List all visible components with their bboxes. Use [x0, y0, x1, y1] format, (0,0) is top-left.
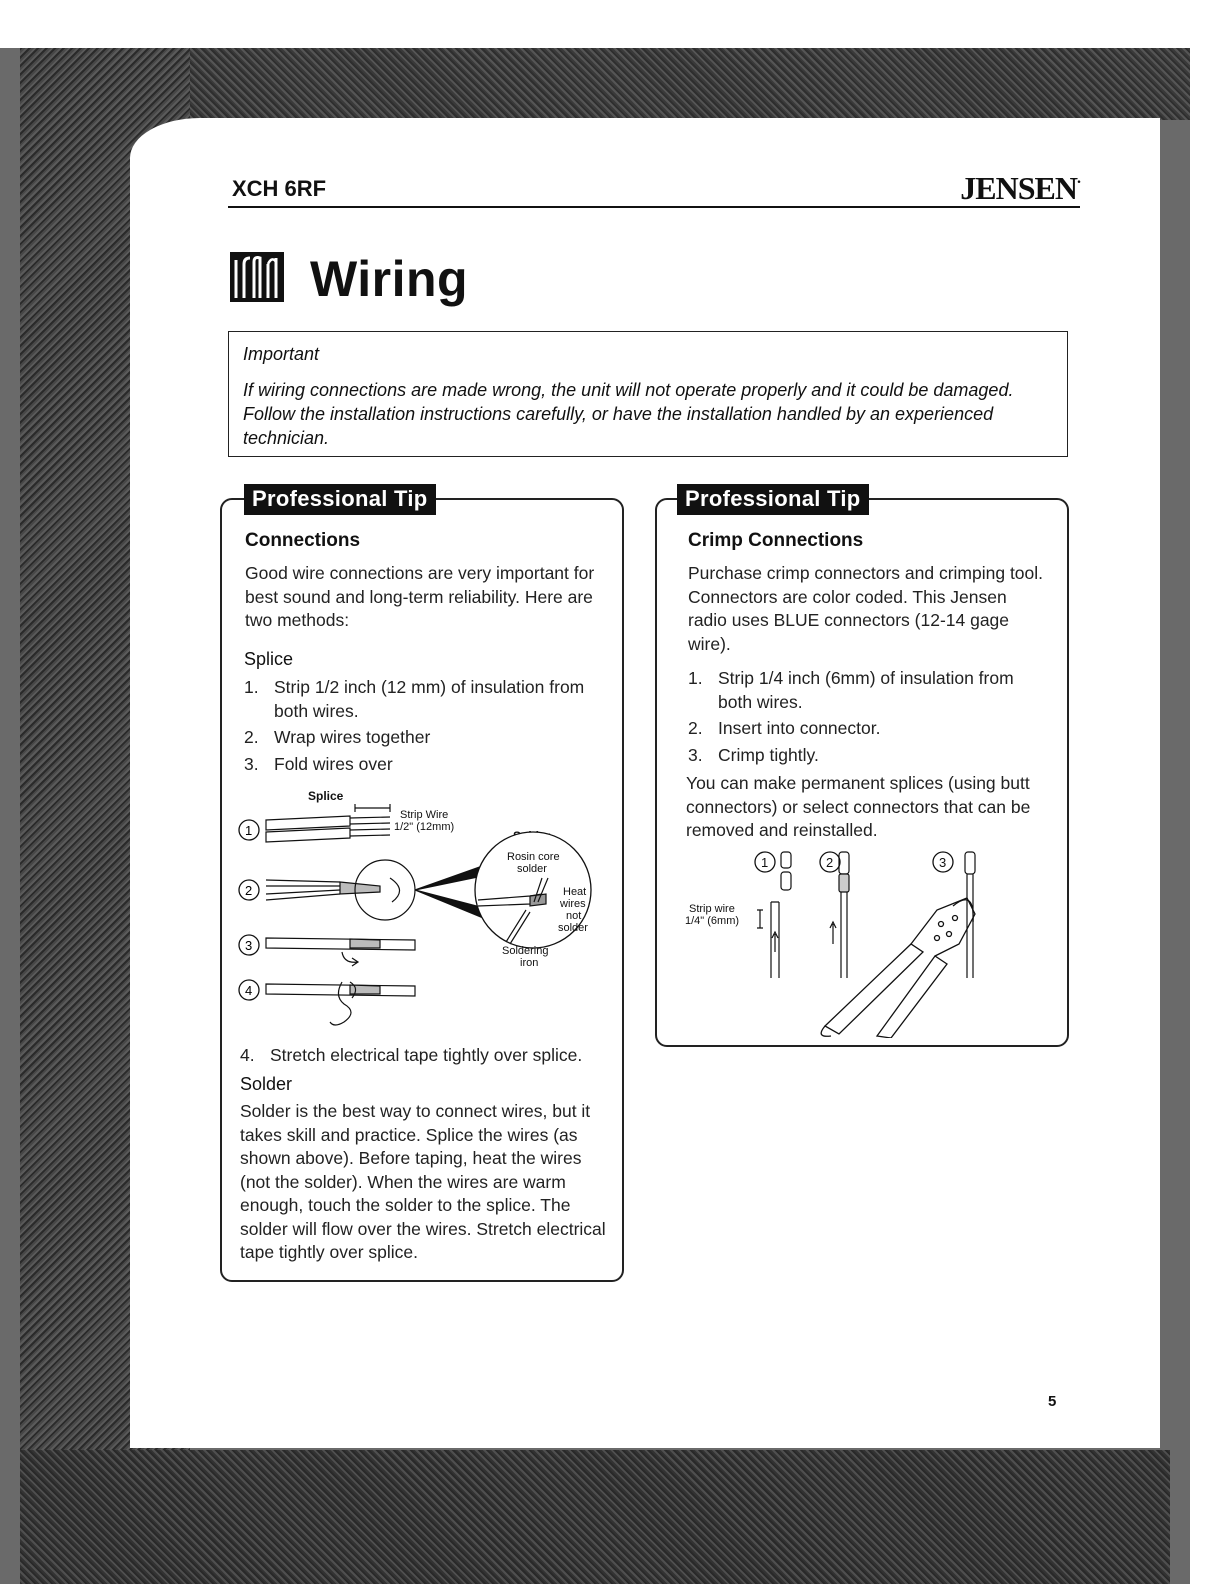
- tip-label: Professional Tip: [244, 484, 436, 515]
- solder-body: Solder is the best way to connect wires, but it takes skill and practice. Splice the wires (as shown above). Before taping, heat the wires (not the solder). When the wires are warm enough, touch the solder to the splice. The solder will flow over the wires. Stretch electrical tape tightly over splice.: [240, 1101, 606, 1262]
- crimp-diagram: [675, 848, 1005, 1038]
- step-number: 2.: [688, 718, 703, 738]
- step-number: 3.: [688, 744, 703, 765]
- step-number: 2.: [244, 727, 259, 747]
- crimping-tool-illustration: [821, 898, 975, 1038]
- list-item: [688, 667, 1048, 714]
- professional-tip-crimp: [655, 486, 1069, 1047]
- connector-illustration: [757, 852, 975, 978]
- connections-intro: Good wire connections are very important for best sound and long-term reliability. Here are two methods:: [245, 563, 595, 630]
- splice-heading: Splice: [244, 649, 294, 669]
- crimp-step-marker-3-text: 3: [939, 855, 947, 870]
- header-rule: [228, 206, 1080, 208]
- step-number: 4.: [240, 1045, 255, 1065]
- diagram-strip-size: 1/2" (12mm): [394, 821, 455, 833]
- step-number: 3.: [244, 753, 259, 774]
- page-number: 5: [1048, 1393, 1057, 1410]
- rosin-label-2: solder: [517, 863, 547, 875]
- list-item: [244, 726, 609, 750]
- step-number: 1.: [244, 677, 259, 697]
- brand-mark: .: [1077, 170, 1080, 187]
- page-title: Wiring: [310, 251, 469, 307]
- list-item: [688, 717, 1048, 741]
- scanner-shadow-top: [20, 48, 1190, 120]
- step-marker-3-text: 3: [245, 938, 253, 953]
- heat-label: Heat: [563, 886, 587, 898]
- important-notice: [228, 331, 1068, 457]
- list-item: [240, 1044, 610, 1068]
- wire-stripped-illustration: [266, 804, 390, 842]
- tip-label: Professional Tip: [677, 484, 869, 515]
- step-text: Strip 1/2 inch (12 mm) of insulation from both wires.: [274, 677, 585, 721]
- splice-step-4: [240, 1044, 610, 1071]
- scanner-margin-right: [1190, 48, 1224, 1584]
- step-text: Fold wires over: [274, 753, 393, 774]
- list-item: [688, 744, 1048, 768]
- crimp-outro: You can make permanent splices (using butt connectors) or select connectors that can be removed and reinstalled.: [686, 773, 1031, 840]
- step-text: Strip 1/4 inch (6mm) of insulation from both wires.: [718, 668, 1014, 712]
- step-text: Insert into connector.: [718, 718, 881, 738]
- heat-label-2: wires: [560, 898, 586, 910]
- step-text: Crimp tightly.: [718, 744, 819, 765]
- crimp-steps: [688, 667, 1048, 770]
- rosin-label: Rosin core: [507, 851, 560, 863]
- brand-name: JENSEN: [960, 170, 1077, 206]
- model-number: XCH 6RF: [232, 176, 327, 201]
- step-marker-4-text: 4: [245, 983, 253, 998]
- important-heading: Important: [243, 344, 320, 364]
- step-marker-2-text: 2: [245, 883, 253, 898]
- solder-heading: Solder: [240, 1074, 293, 1094]
- iron-label: Soldering: [502, 945, 549, 957]
- professional-tip-connections: [220, 486, 624, 1282]
- step-marker-1-text: 1: [245, 823, 253, 838]
- crimp-step-marker-2-text: 2: [826, 855, 834, 870]
- scanner-margin-top: [0, 0, 1224, 48]
- wire-twist-illustration: [266, 860, 492, 920]
- brand-logo: [960, 170, 1080, 207]
- step-text: Stretch electrical tape tightly over splice.: [270, 1045, 583, 1065]
- important-body: If wiring connections are made wrong, the unit will not operate properly and it could be damaged. Follow the installation instructions carefully, or have the installation handled by an experienced technician.: [243, 380, 1014, 448]
- crimp-strip-size: 1/4" (6mm): [685, 915, 740, 927]
- list-item: [244, 676, 609, 723]
- step-number: 1.: [688, 668, 703, 688]
- connections-heading: Connections: [245, 530, 361, 551]
- crimp-heading: Crimp Connections: [688, 530, 864, 551]
- wire-fold-illustration: [266, 938, 415, 966]
- diagram-strip-label: Strip Wire: [400, 809, 449, 821]
- crimp-strip-label: Strip wire: [689, 903, 735, 915]
- diagram-splice-label: Splice: [308, 789, 344, 803]
- scanner-shadow-bottom: [20, 1450, 1170, 1584]
- wire-tape-illustration: [266, 982, 415, 1025]
- iron-label-2: iron: [520, 957, 539, 969]
- splice-steps: [244, 676, 609, 779]
- crimp-intro: Purchase crimp connectors and crimping tool. Connectors are color coded. This Jensen radio uses BLUE connectors (12-14 gage wire).: [688, 563, 1044, 654]
- crimp-step-marker-1-text: 1: [761, 855, 769, 870]
- heat-label-3: not: [566, 910, 582, 922]
- wiring-icon: [230, 252, 284, 302]
- splice-diagram: [230, 782, 610, 1032]
- step-text: Wrap wires together: [274, 727, 431, 747]
- list-item: [244, 753, 609, 777]
- heat-label-4: solder: [558, 922, 588, 934]
- manual-page: [130, 118, 1160, 1448]
